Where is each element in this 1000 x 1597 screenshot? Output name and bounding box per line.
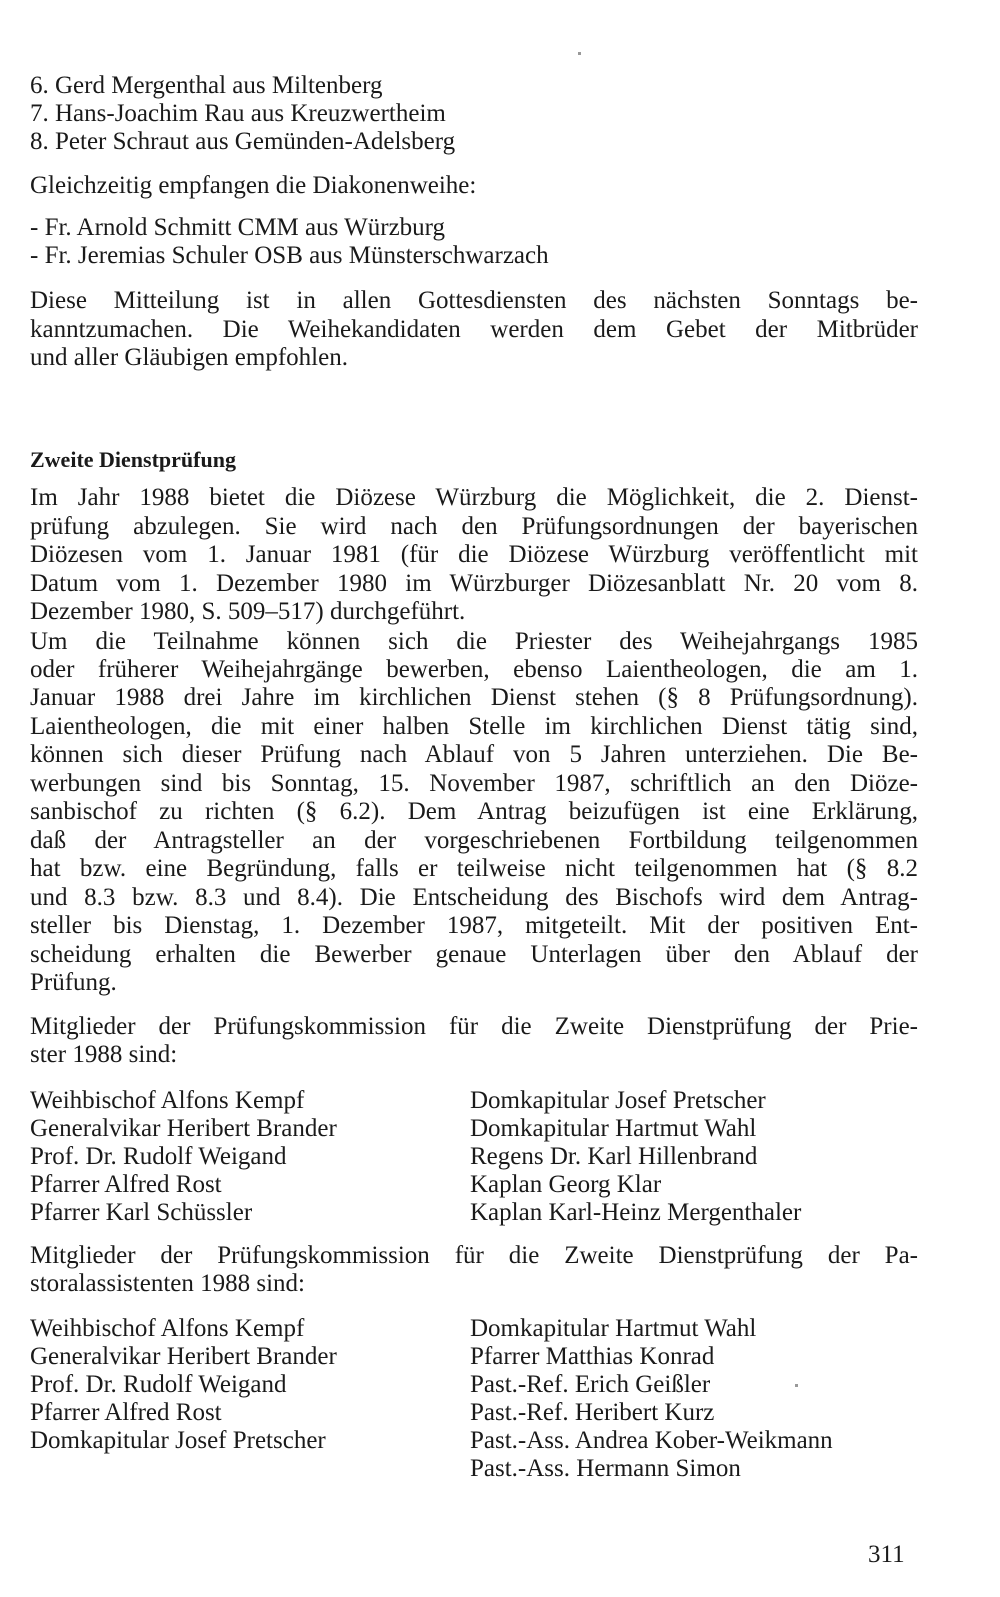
commission-pastoral-intro: Mitglieder der Prüfungskommission für die Zweite Dienstprüfung der Pa- xyxy=(30,1242,918,1269)
para1-line: Dezember 1980, S. 509–517) durchgeführt. xyxy=(30,598,466,625)
para2-line: hat bzw. eine Begründung, falls er teilweise nicht teilgenommen hat (§ 8.2 xyxy=(30,855,918,882)
deacon-item: - Fr. Jeremias Schuler OSB aus Münsterschwarzach xyxy=(30,242,549,269)
para2-line: daß der Antragsteller an der vorgeschriebenen Fortbildung teilgenommen xyxy=(30,827,918,854)
para1-line: Im Jahr 1988 bietet die Diözese Würzburg die Möglichkeit, die 2. Dienst- xyxy=(30,484,918,511)
commission-priests-right xyxy=(470,1087,801,1227)
member-name: Past.-Ass. Hermann Simon xyxy=(470,1455,741,1482)
para2-line: können sich dieser Prüfung nach Ablauf von 5 Jahren unterziehen. Die Be- xyxy=(30,741,918,768)
para2-line: Januar 1988 drei Jahre im kirchlichen Dienst stehen (§ 8 Prüfungsordnung). xyxy=(30,684,918,711)
member-name: Pfarrer Karl Schüssler xyxy=(30,1199,253,1226)
member-name: Kaplan Georg Klar xyxy=(470,1171,662,1198)
ordinand-item: 6. Gerd Mergenthal aus Miltenberg xyxy=(30,72,383,99)
para2-line: sanbischof zu richten (§ 6.2). Dem Antrag beizufügen ist eine Erklärung, xyxy=(30,798,918,825)
member-name: Prof. Dr. Rudolf Weigand xyxy=(30,1371,287,1398)
para2-line: Um die Teilnahme können sich die Priester des Weihejahrgangs 1985 xyxy=(30,628,918,655)
notice-line: Diese Mitteilung ist in allen Gottesdiensten des nächsten Sonntags be- xyxy=(30,287,918,314)
member-name: Pfarrer Matthias Konrad xyxy=(470,1343,715,1370)
para2-line: und 8.3 bzw. 8.3 und 8.4). Die Entscheidung des Bischofs wird dem Antrag- xyxy=(30,884,918,911)
member-name: Weihbischof Alfons Kempf xyxy=(30,1087,305,1114)
deacons-intro: Gleichzeitig empfangen die Diakonenweihe: xyxy=(30,172,477,199)
para1-line: Diözesen vom 1. Januar 1981 (für die Diözese Würzburg veröffentlicht mit xyxy=(30,541,918,568)
ordinand-item: 7. Hans-Joachim Rau aus Kreuzwertheim xyxy=(30,100,446,127)
para2-line: oder früherer Weihejahrgänge bewerben, ebenso Laientheologen, die am 1. xyxy=(30,656,918,683)
notice-line: kanntzumachen. Die Weihekandidaten werden dem Gebet der Mitbrüder xyxy=(30,316,918,343)
scan-speck xyxy=(578,52,581,55)
member-name: Weihbischof Alfons Kempf xyxy=(30,1315,305,1342)
commission-priests-intro: Mitglieder der Prüfungskommission für die Zweite Dienstprüfung der Prie- xyxy=(30,1013,918,1040)
member-name: Domkapitular Josef Pretscher xyxy=(30,1427,326,1454)
commission-priests-left xyxy=(30,1087,337,1227)
commission-priests-intro: ster 1988 sind: xyxy=(30,1041,178,1068)
member-name: Domkapitular Hartmut Wahl xyxy=(470,1115,757,1142)
member-name: Past.-Ref. Erich Geißler xyxy=(470,1371,711,1398)
member-name: Past.-Ass. Andrea Kober-Weikmann xyxy=(470,1427,833,1454)
member-name: Regens Dr. Karl Hillenbrand xyxy=(470,1143,758,1170)
notice-line: und aller Gläubigen empfohlen. xyxy=(30,344,348,371)
scan-speck xyxy=(795,1384,798,1387)
page-number: 311 xyxy=(868,1541,905,1568)
commission-pastoral-intro: storalassistenten 1988 sind: xyxy=(30,1270,305,1297)
para2-line: scheidung erhalten die Bewerber genaue Unterlagen über den Ablauf der xyxy=(30,941,918,968)
member-name: Generalvikar Heribert Brander xyxy=(30,1343,337,1370)
para2-line: werbungen sind bis Sonntag, 15. November 1987, schriftlich an den Diöze- xyxy=(30,770,918,797)
member-name: Domkapitular Josef Pretscher xyxy=(470,1087,766,1114)
member-name: Domkapitular Hartmut Wahl xyxy=(470,1315,757,1342)
member-name: Prof. Dr. Rudolf Weigand xyxy=(30,1143,287,1170)
member-name: Pfarrer Alfred Rost xyxy=(30,1399,222,1426)
section-title: Zweite Dienstprüfung xyxy=(30,447,236,472)
commission-pastoral-left xyxy=(30,1315,337,1455)
member-name: Past.-Ref. Heribert Kurz xyxy=(470,1399,715,1426)
para2-line: Laientheologen, die mit einer halben Stelle im kirchlichen Dienst tätig sind, xyxy=(30,713,918,740)
member-name: Pfarrer Alfred Rost xyxy=(30,1171,222,1198)
ordinand-item: 8. Peter Schraut aus Gemünden-Adelsberg xyxy=(30,128,456,155)
deacon-item: - Fr. Arnold Schmitt CMM aus Würzburg xyxy=(30,214,446,241)
para2-line: steller bis Dienstag, 1. Dezember 1987, mitgeteilt. Mit der positiven Ent- xyxy=(30,912,918,939)
para1-line: prüfung abzulegen. Sie wird nach den Prüfungsordnungen der bayerischen xyxy=(30,513,918,540)
member-name: Generalvikar Heribert Brander xyxy=(30,1115,337,1142)
para2-line: Prüfung. xyxy=(30,969,117,996)
commission-pastoral-right xyxy=(470,1315,833,1483)
para1-line: Datum vom 1. Dezember 1980 im Würzburger Diözesanblatt Nr. 20 vom 8. xyxy=(30,570,918,597)
member-name: Kaplan Karl-Heinz Mergenthaler xyxy=(470,1199,802,1226)
